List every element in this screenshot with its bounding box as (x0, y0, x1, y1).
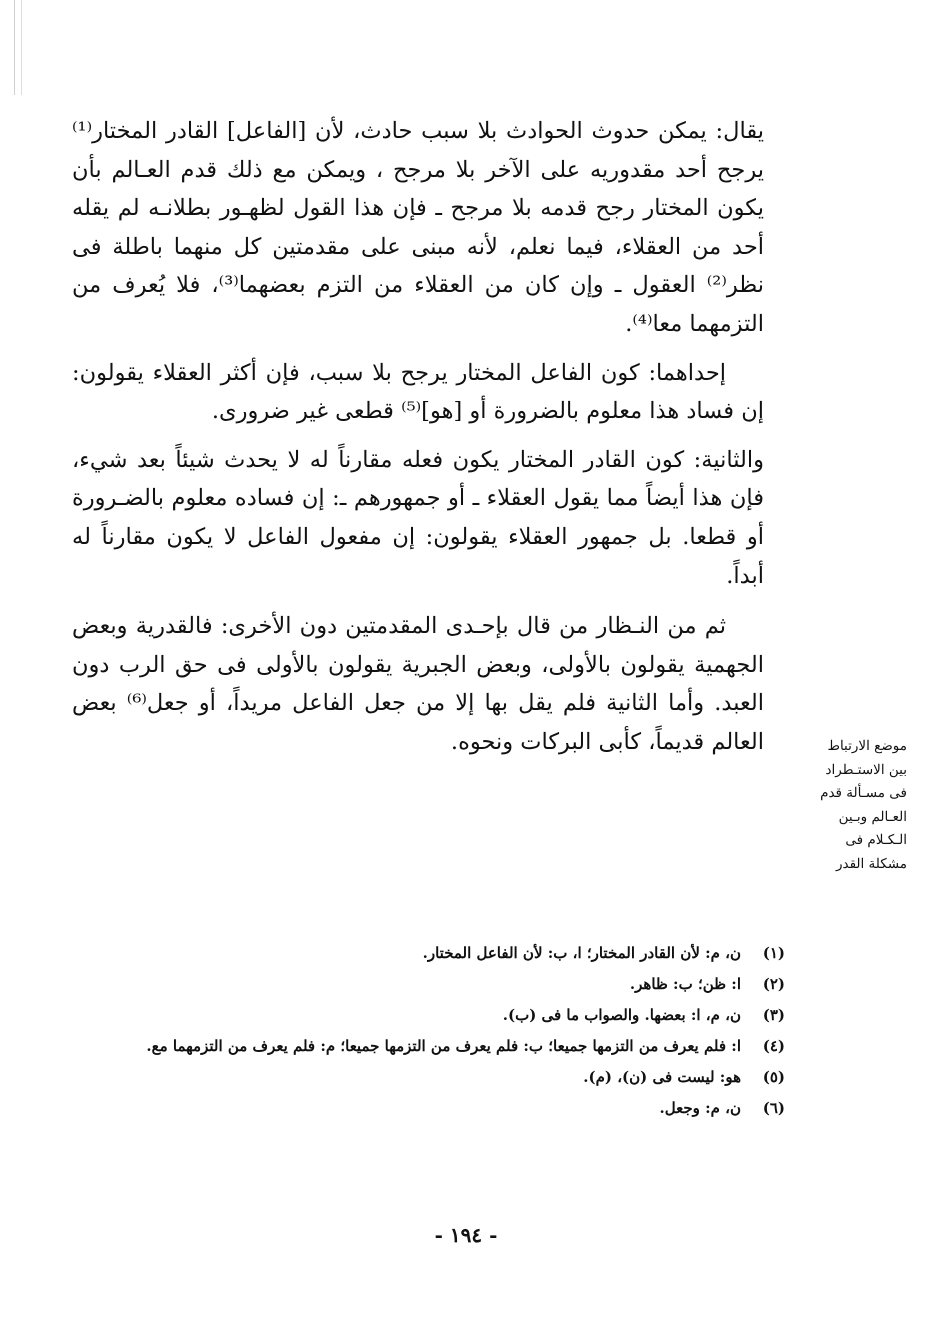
margin-note-line: مشكلة القدر (835, 855, 907, 872)
footnote (80, 1000, 785, 1031)
paragraph-4: ثم من النـظار من قال بإحـدى المقدمتين دون الأخرى: فالقدرية وبعض الجهمية يقولون بالأولى، وبعض الجبرية يقولون بالأولى فى حق الرب دون العبد. وأما الثانية فلم يقل بها إلا من جعل الفاعل مريداً، أو جعل⁽⁶⁾ بعض العالم قديماً، كأبى البركات ونحوه. (72, 613, 764, 755)
margin-note-line: بين الاستـطراد (825, 761, 907, 778)
paragraph-3: والثانية: كون القادر المختار يكون فعله مقارناً له لا يحدث شيئاً بعد شيء، فإن هذا أيضاً مما يقول العقلاء ـ أو جمهورهم ـ: إن فساده معلوم بالضـرورة أو قطعا. بل جمهور العقلاء يقولون: إن مفعول الفاعل لا يكون مقارناً له أبداً. (72, 446, 764, 589)
margin-note (782, 735, 907, 876)
binding-mark (14, 0, 22, 95)
footnote (80, 1031, 785, 1062)
margin-note-line: الـكـلام فى (845, 832, 907, 848)
footnotes (80, 938, 785, 1124)
paragraph-2: إحداهما: كون الفاعل المختار يرجح بلا سبب، فإن أكثر العقلاء يقولون: إن فساد هذا معلوم بالضرورة أو [هو]⁽⁵⁾ قطعى غير ضرورى. (72, 359, 764, 425)
footnote-number: (١) (762, 944, 785, 962)
footnote (80, 969, 785, 1000)
footnote-text: ن، م: وجعل. (659, 1099, 741, 1117)
footnote-number: (٣) (762, 1006, 785, 1024)
footnote-number: (٤) (762, 1037, 785, 1055)
margin-note-line: العـالم وبـين (838, 808, 907, 825)
footnote-text: هو: ليست فى (ن)، (م). (583, 1068, 741, 1086)
footnote-text: ا: فلم يعرف من التزمها جميعا؛ ب: فلم يعرف من التزمها جميعا؛ م: فلم يعرف من التزمهما مع. (146, 1037, 741, 1055)
footnote-number: (٥) (762, 1068, 785, 1086)
footnote-number: (٦) (762, 1099, 785, 1117)
page-number: - ١٩٤ - (434, 1223, 498, 1247)
footnote (80, 938, 785, 969)
main-text (72, 112, 764, 762)
footnote-number: (٢) (762, 975, 785, 993)
margin-note-line: فى مسـألة قدم (820, 785, 907, 801)
paragraph-1: يقال: يمكن حدوث الحوادث بلا سبب حادث، لأن [الفاعل] القادر المختار⁽¹⁾ يرجح أحد مقدوريه على الآخر بلا مرجح ، ويمكن مع ذلك قدم العـالم بأن يكون المختار رجح قدمه بلا مرجح ـ فإن هذا القول لظهـور بطلانـه لم يقله أحد من العقلاء، فيما نعلم، لأنه مبنى على مقدمتين كل منهما باطلة فى نظر⁽²⁾ العقول ـ وإن كان من العقلاء من التزم بعضهما⁽³⁾، فلا يُعرف من التزمهما معا⁽⁴⁾. (72, 118, 764, 337)
footnote-text: ا: ظن؛ ب: ظاهر. (629, 975, 741, 993)
margin-note-line: موضع الارتباط (827, 738, 907, 754)
footnote (80, 1062, 785, 1093)
footnote-text: ن، م: لأن القادر المختار؛ ا، ب: لأن الفاعل المختار. (422, 944, 741, 962)
footnote-text: ن، م، ا: بعضها. والصواب ما فى (ب). (502, 1006, 741, 1024)
footnote (80, 1093, 785, 1124)
